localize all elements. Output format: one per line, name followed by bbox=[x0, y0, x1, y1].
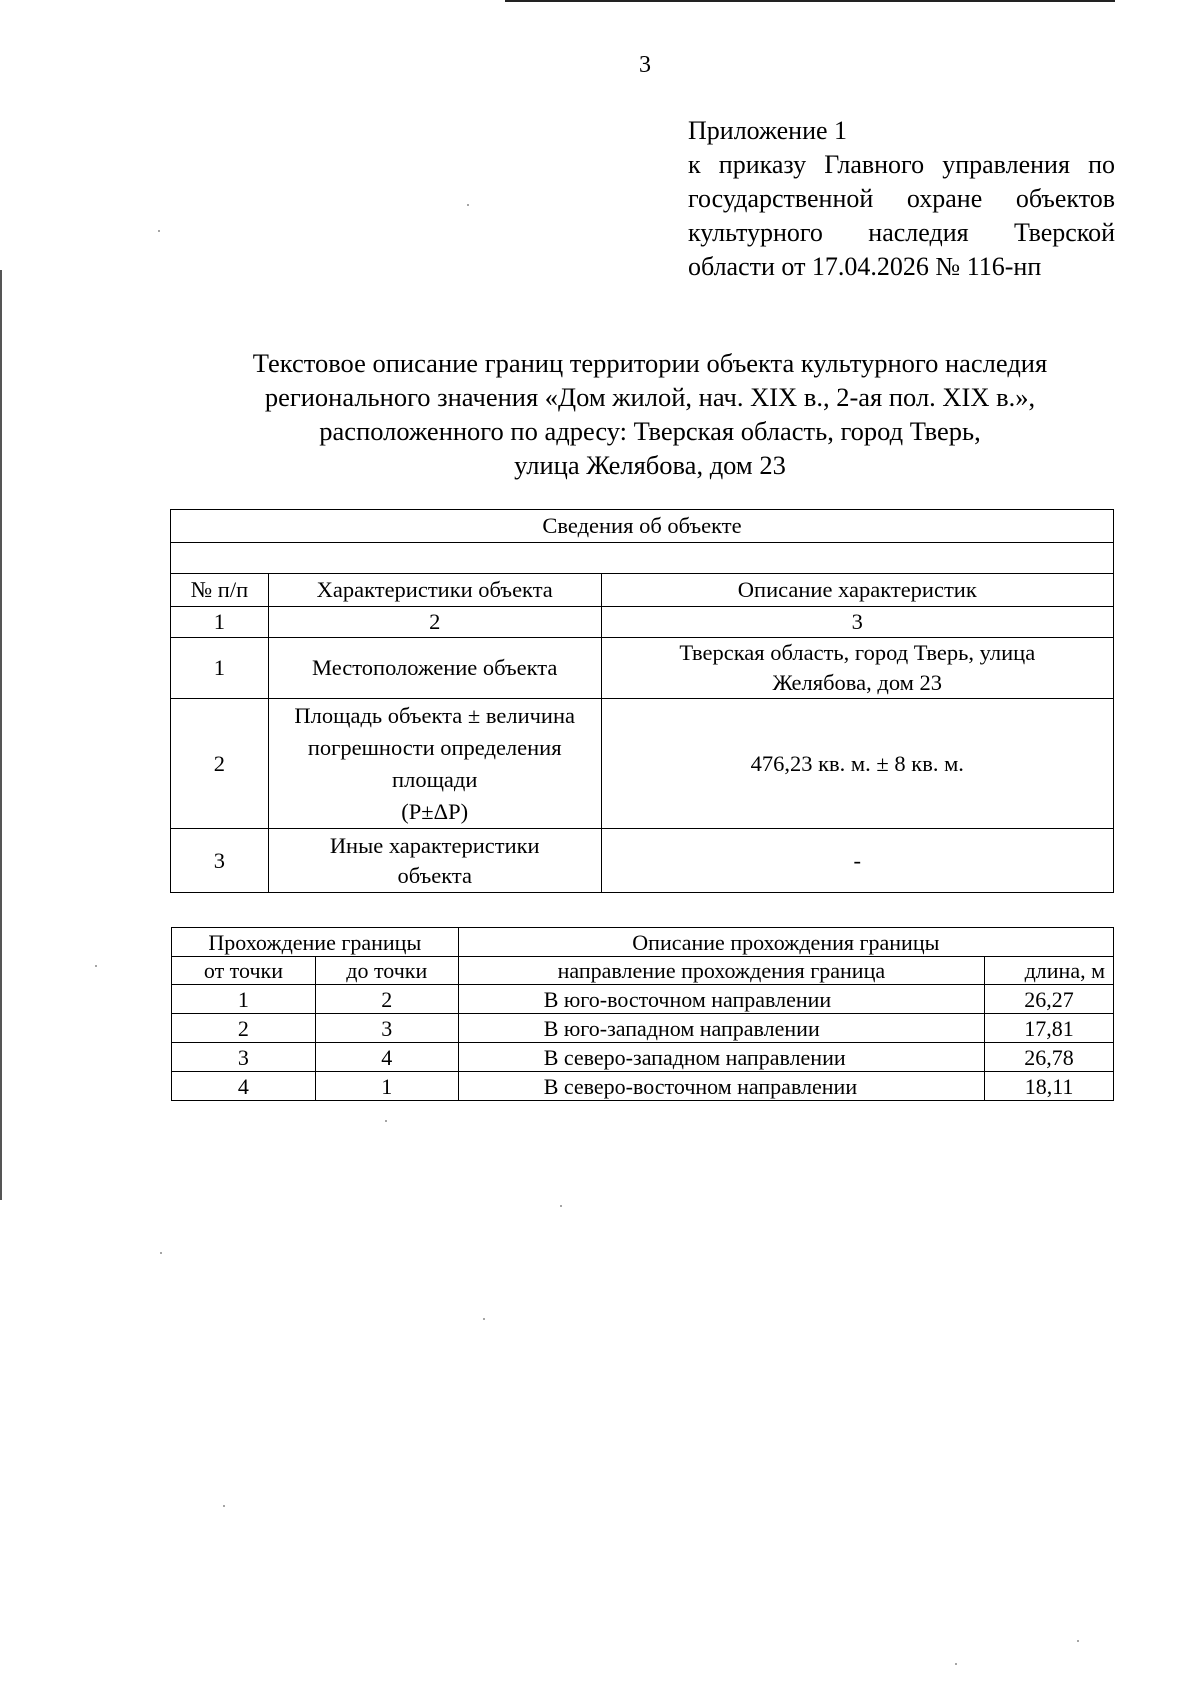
characteristic-line: Площадь объекта ± величина bbox=[294, 702, 575, 728]
characteristic-line: погрешности определения bbox=[307, 734, 562, 760]
scan-top-rule bbox=[505, 0, 1115, 2]
table-header: от точки bbox=[172, 957, 316, 985]
direction-cell: В юго-западном направлении bbox=[458, 1014, 984, 1043]
object-table-empty-row bbox=[171, 543, 1114, 574]
length-cell: 17,81 bbox=[985, 1014, 1114, 1043]
scan-speck bbox=[95, 965, 97, 967]
scan-left-edge bbox=[0, 270, 2, 1200]
scan-speck bbox=[158, 230, 160, 232]
table-row bbox=[171, 699, 1114, 829]
scan-speck bbox=[1077, 1640, 1079, 1642]
length-cell: 26,27 bbox=[985, 985, 1114, 1014]
length-cell: 18,11 bbox=[985, 1072, 1114, 1101]
column-number: 2 bbox=[268, 607, 601, 638]
table-row bbox=[171, 638, 1114, 699]
appendix-text: к приказу Главного управления по государственной охране объектов культурного наследия Тверской области от 17.04.2026 № 116-нп bbox=[688, 150, 1115, 281]
characteristic-line: площади bbox=[392, 766, 478, 792]
table-row bbox=[172, 1072, 1114, 1101]
table-header: Описание характеристик bbox=[601, 574, 1113, 607]
page-number: 3 bbox=[639, 52, 651, 78]
table-header: направление прохождения граница bbox=[458, 957, 984, 985]
document-title-line: улица Желябова, дом 23 bbox=[514, 450, 786, 480]
description-cell: Тверская область, город Тверь, улица Желябова, дом 23 bbox=[601, 638, 1113, 699]
to-point: 2 bbox=[315, 985, 458, 1014]
scan-speck bbox=[955, 1663, 957, 1665]
scan-speck bbox=[385, 1120, 387, 1122]
characteristic-line: объекта bbox=[397, 862, 472, 888]
table-row bbox=[171, 829, 1114, 893]
table-header: длина, м bbox=[985, 957, 1114, 985]
from-point: 3 bbox=[172, 1043, 316, 1072]
characteristic-line: Иные характеристики bbox=[329, 832, 540, 858]
object-table-caption: Сведения об объекте bbox=[171, 510, 1114, 543]
scan-speck bbox=[560, 1205, 562, 1207]
scan-speck bbox=[223, 1505, 225, 1507]
characteristic-cell bbox=[268, 699, 601, 829]
row-number: 2 bbox=[171, 699, 269, 829]
document-title bbox=[180, 346, 1120, 482]
boundary-header-description: Описание прохождения границы bbox=[458, 928, 1113, 957]
boundary-table bbox=[171, 927, 1114, 1101]
description-cell: - bbox=[601, 829, 1113, 893]
document-title-line: регионального значения «Дом жилой, нач. XIX в., 2-ая пол. XIX в.», bbox=[264, 382, 1036, 412]
appendix-title: Приложение 1 bbox=[688, 116, 848, 145]
characteristic-line: (Р±ΔР) bbox=[401, 798, 469, 824]
description-cell: 476,23 кв. м. ± 8 кв. м. bbox=[601, 699, 1113, 829]
boundary-header-passage: Прохождение границы bbox=[172, 928, 459, 957]
to-point: 3 bbox=[315, 1014, 458, 1043]
from-point: 2 bbox=[172, 1014, 316, 1043]
direction-cell: В северо-западном направлении bbox=[458, 1043, 984, 1072]
to-point: 1 bbox=[315, 1072, 458, 1101]
from-point: 1 bbox=[172, 985, 316, 1014]
characteristic-cell: Местоположение объекта bbox=[268, 638, 601, 699]
table-row bbox=[172, 1014, 1114, 1043]
column-number: 1 bbox=[171, 607, 269, 638]
table-header: до точки bbox=[315, 957, 458, 985]
object-info-table bbox=[170, 509, 1114, 893]
row-number: 1 bbox=[171, 638, 269, 699]
scan-speck bbox=[160, 1252, 162, 1254]
row-number: 3 bbox=[171, 829, 269, 893]
to-point: 4 bbox=[315, 1043, 458, 1072]
scan-speck bbox=[467, 204, 469, 206]
document-title-line: Текстовое описание границ территории объекта культурного наследия bbox=[252, 348, 1048, 378]
column-number: 3 bbox=[601, 607, 1113, 638]
length-cell: 26,78 bbox=[985, 1043, 1114, 1072]
table-row bbox=[172, 1043, 1114, 1072]
direction-cell: В северо-восточном направлении bbox=[458, 1072, 984, 1101]
table-header: № п/п bbox=[171, 574, 269, 607]
direction-cell: В юго-восточном направлении bbox=[458, 985, 984, 1014]
table-header: Характеристики объекта bbox=[268, 574, 601, 607]
table-row bbox=[172, 985, 1114, 1014]
appendix-block bbox=[688, 114, 1115, 284]
scan-speck bbox=[483, 1318, 485, 1320]
document-title-line: расположенного по адресу: Тверская область, город Тверь, bbox=[319, 416, 981, 446]
characteristic-cell bbox=[268, 829, 601, 893]
from-point: 4 bbox=[172, 1072, 316, 1101]
